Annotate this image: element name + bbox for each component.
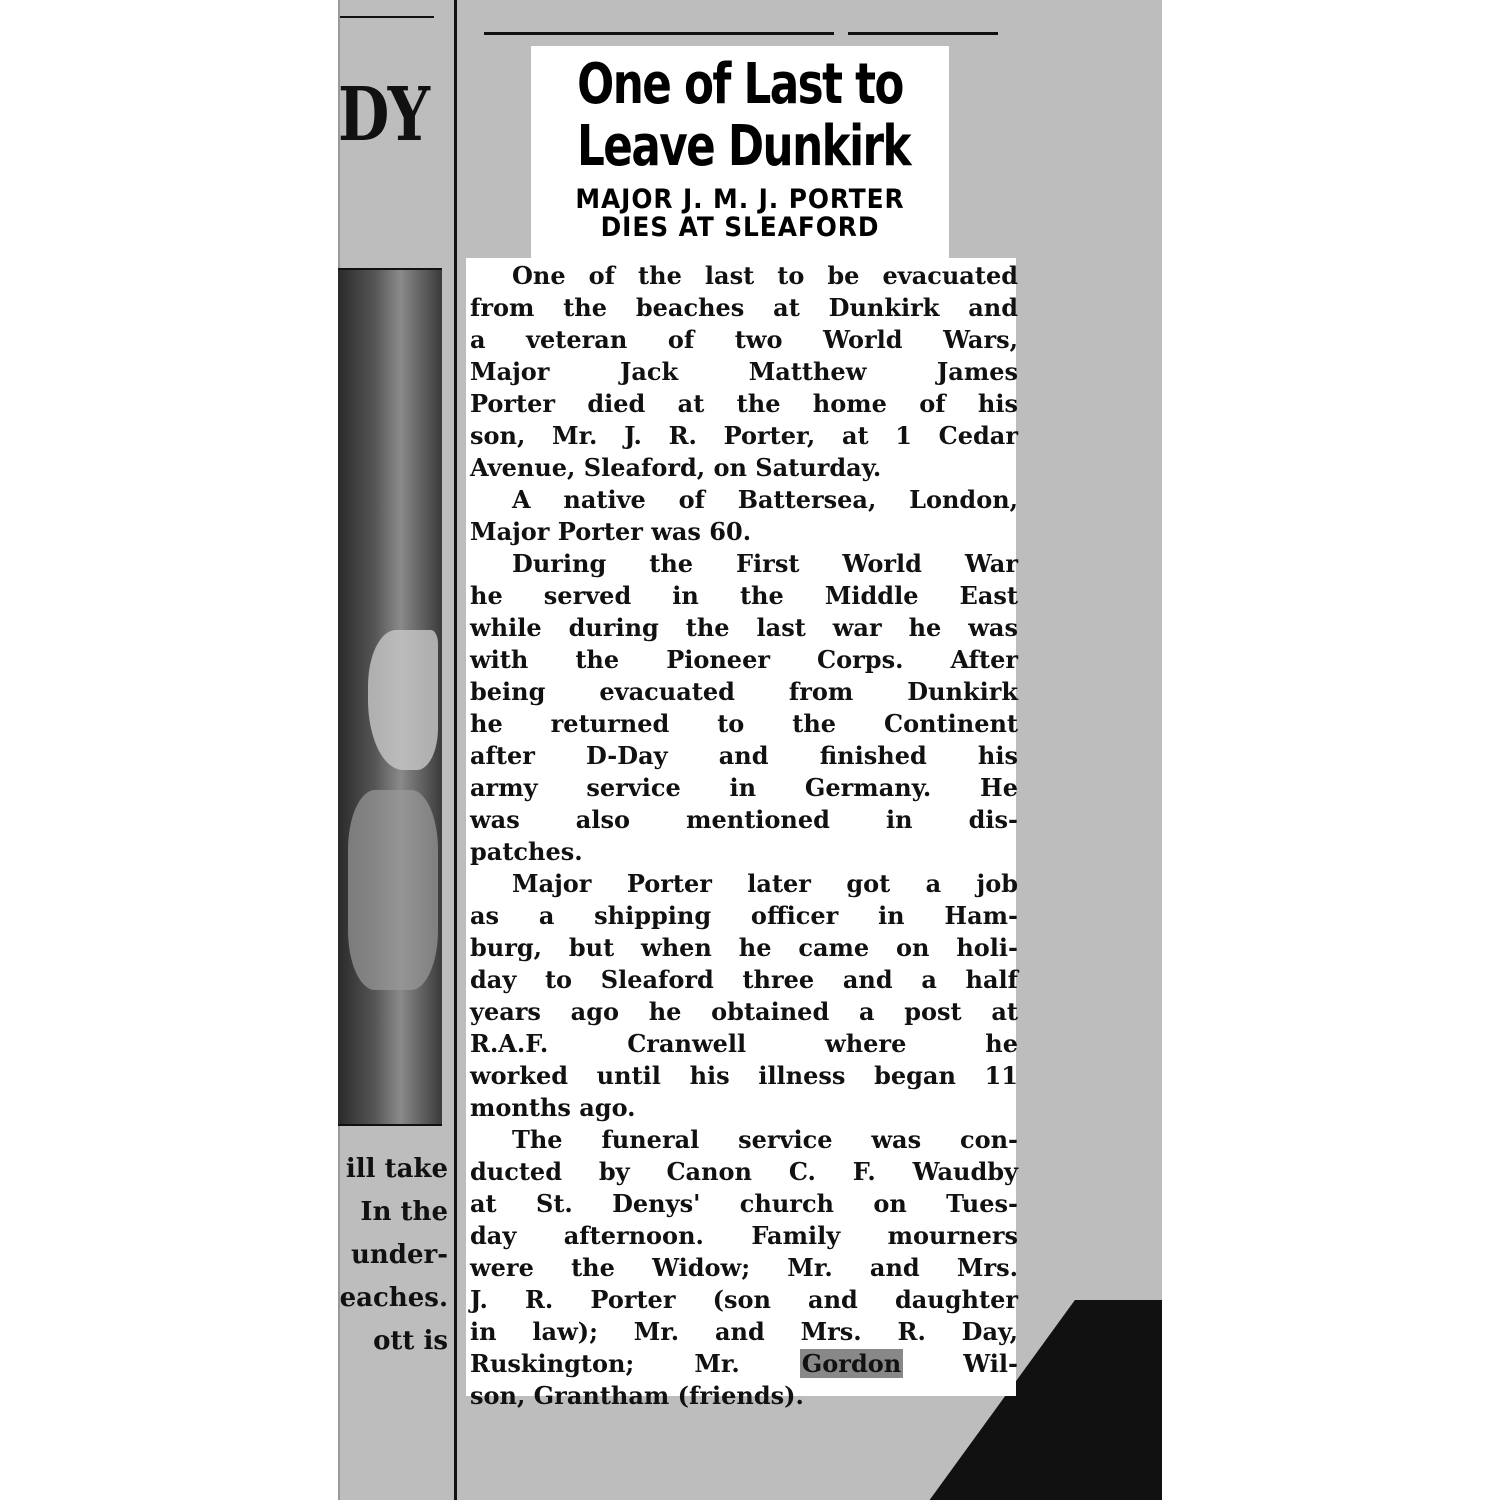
article-line: day to Sleaford three and a half (470, 965, 1018, 994)
top-rule-right-2 (848, 32, 998, 35)
subheadline-line: DIES AT SLEAFORD (600, 212, 880, 243)
subheadline (548, 186, 933, 242)
headline (576, 52, 911, 179)
headline-block (531, 46, 949, 260)
article-line: months ago. (470, 1093, 636, 1122)
top-rule-right-1 (484, 32, 834, 35)
top-rule-left (338, 16, 434, 18)
article-line: Major Porter later got a job (512, 869, 1018, 898)
article-line: ducted by Canon C. F. Waudby (470, 1157, 1018, 1186)
article-line: Major Porter was 60. (470, 517, 752, 546)
article-line: while during the last war he was (470, 613, 1018, 642)
article-line: patches. (470, 837, 583, 866)
article-line: day afternoon. Family mourners (470, 1221, 1018, 1250)
article-line: During the First World War (512, 549, 1018, 578)
neighbour-line: ott is (373, 1326, 448, 1356)
article-line: he served in the Middle East (470, 581, 1018, 610)
neighbour-line: ill take (345, 1154, 448, 1184)
article-line: was also mentioned in dis- (470, 805, 1018, 834)
article-line: One of the last to be evacuated (512, 261, 1018, 290)
article-line: A native of Battersea, London, (512, 485, 1018, 514)
article-line: army service in Germany. He (470, 773, 1018, 802)
article-line: son, Grantham (friends). (470, 1381, 804, 1410)
article-line: Porter died at the home of his (470, 389, 1018, 418)
neighbour-line: under- (350, 1240, 448, 1270)
article-line: at St. Denys' church on Tues- (470, 1189, 1018, 1218)
article-line: Major Jack Matthew James (470, 357, 1018, 386)
highlighted-name: Gordon (801, 1349, 902, 1378)
headline-line: Leave Dunkirk (576, 114, 911, 179)
article-line: R.A.F. Cranwell where he (470, 1029, 1018, 1058)
article-line-text: Wil- (903, 1349, 1018, 1378)
column-rule (454, 0, 457, 1500)
article-line (470, 1348, 1018, 1380)
article-line: with the Pioneer Corps. After (470, 645, 1018, 674)
article-body (466, 258, 1018, 1410)
article-line: The funeral service was con- (512, 1125, 1018, 1154)
article-line: a veteran of two World Wars, (470, 325, 1018, 354)
headline-line: One of Last to (577, 52, 903, 117)
article-line: burg, but when he came on holi- (470, 933, 1018, 962)
article-line: from the beaches at Dunkirk and (470, 293, 1018, 322)
article-line: Avenue, Sleaford, on Saturday. (470, 453, 882, 482)
photo-shade (348, 790, 438, 990)
article-line: in law); Mr. and Mrs. R. Day, (470, 1317, 1018, 1346)
article-line: being evacuated from Dunkirk (470, 677, 1018, 706)
subheadline-line: MAJOR J. M. J. PORTER (575, 184, 905, 215)
article-line: he returned to the Continent (470, 709, 1018, 738)
article-line: were the Widow; Mr. and Mrs. (470, 1253, 1018, 1282)
article-line: after D-Day and finished his (470, 741, 1018, 770)
article-line-text: Ruskington; Mr. (470, 1349, 800, 1378)
article-line: J. R. Porter (son and daughter (470, 1285, 1018, 1314)
article-line: son, Mr. J. R. Porter, at 1 Cedar (470, 421, 1018, 450)
neighbour-headline-fragment: DY (338, 72, 429, 158)
article-text (470, 260, 1018, 1412)
photo-shade (368, 630, 438, 770)
article-line: as a shipping officer in Ham- (470, 901, 1018, 930)
neighbour-photo (338, 268, 442, 1126)
neighbour-line: eaches. (339, 1283, 448, 1313)
article-line: years ago he obtained a post at (470, 997, 1018, 1026)
neighbour-column-text (338, 1148, 448, 1363)
neighbour-line: In the (360, 1197, 448, 1227)
article-line: worked until his illness began 11 (470, 1061, 1018, 1090)
